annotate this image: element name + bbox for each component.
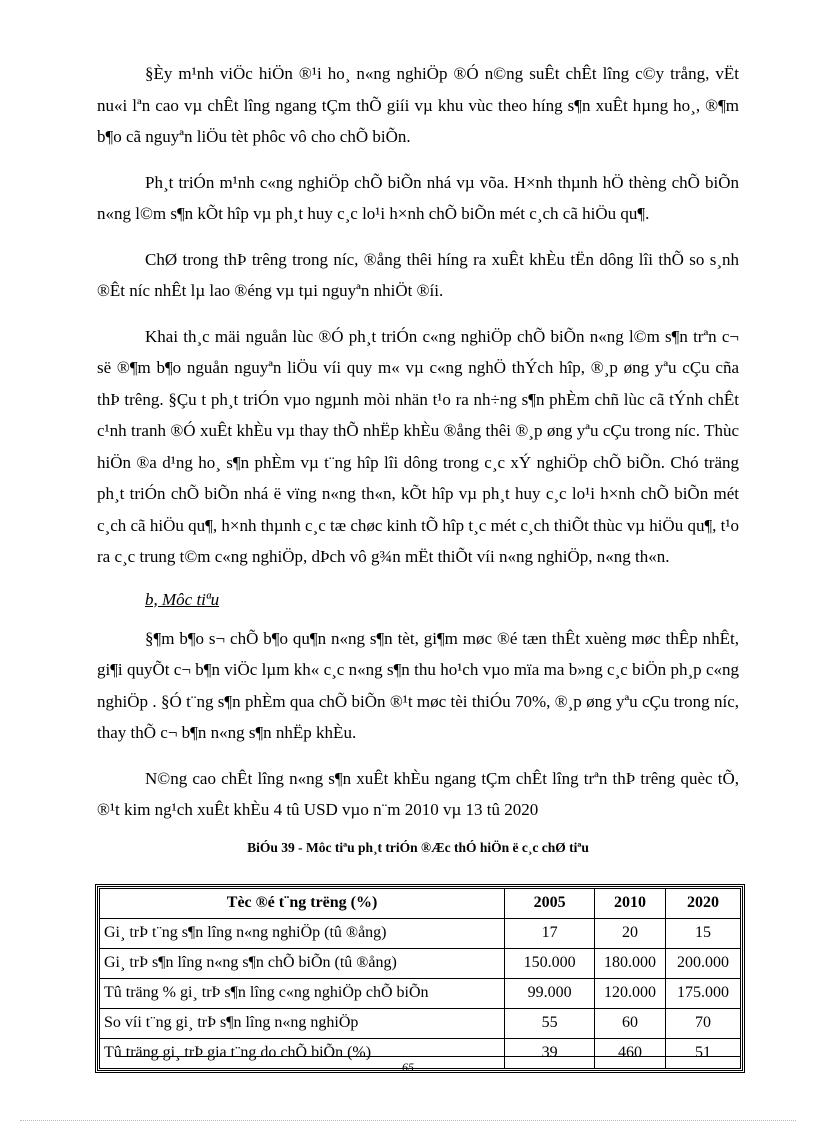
table-cell: Gi¸ trÞ t¨ng s¶n lîng n«ng nghiÖp (tû ®ång) bbox=[100, 918, 505, 948]
table-cell: 55 bbox=[505, 1008, 595, 1038]
paragraph-5: §¶m b¶o s¬ chÕ b¶o qu¶n n«ng s¶n tèt, gi¶m møc ®é tæn thÊt xuèng møc thÊp nhÊt, gi¶i quyÕt c¬ b¶n viÖc lµm kh« c¸c n«ng s¶n thu ho¹ch vµo mïa ma b»ng c¸c biÖn ph¸p c«ng nghiÖp . §Ó t¨ng s¶n phÈm qua chÕ biÕn ®¹t møc tèi thiÓu 70%, ®¸p øng yªu cÇu trong níc, thay thÕ c¬ b¶n n«ng s¶n nhËp khÈu. bbox=[97, 628, 739, 742]
section-subheading: b, Môc tiªu bbox=[145, 589, 220, 609]
table-cell: 60 bbox=[595, 1008, 666, 1038]
table-cell: 70 bbox=[666, 1008, 741, 1038]
table-cell: 99.000 bbox=[505, 978, 595, 1008]
table-cell: 175.000 bbox=[666, 978, 741, 1008]
data-table bbox=[99, 888, 741, 1069]
paragraph-4: Khai th¸c mäi nguån lùc ®Ó ph¸t triÓn c«ng nghiÖp chÕ biÕn n«ng l©m s¶n trªn c¬ së ®¶m b¶o nguån nguyªn liÖu víi quy m« vµ c«ng nghÖ thÝch hîp, ®¸p øng yªu cÇu cña thÞ trêng. §Çu t ph¸t triÓn vµo ngµnh mòi nhän t¹o ra nh÷ng s¶n phÈm chñ lùc cã tÝnh chÊt c¹nh tranh ®Ó xuÊt khÈu vµ thay thÕ nhËp khÈu ®ång thêi ®¸p øng yªu cÇu trong níc. Thùc hiÖn ®a d¹ng ho¸ s¶n phÈm vµ t¨ng hîp lîi dông trong c¸c xÝ nghiÖp chÕ biÕn. Chó träng ph¸t triÓn chÕ biÕn nhá ë vïng n«ng th«n, kÕt hîp vµ ph¸t huy c¸c lo¹i h×nh chÕ biÕn mét c¸ch cã hiÖu qu¶, h×nh thµnh c¸c tæ chøc kinh tÕ hîp t¸c mét c¸ch thiÕt thùc vµ hiÖu qu¶, t¹o ra c¸c trung t©m c«ng nghiÖp, dÞch vô g¾n mËt thiÕt víi n«ng nghiÖp, n«ng th«n. bbox=[97, 326, 739, 566]
table-cell: 39 bbox=[505, 1038, 595, 1068]
table-cell: 200.000 bbox=[666, 948, 741, 978]
table-caption: BiÓu 39 - Môc tiªu ph¸t triÓn ®Æc thÓ hiÖn ë c¸c chØ tiªu bbox=[247, 839, 589, 855]
page-number: 65 bbox=[402, 1060, 414, 1074]
table-cell: Gi¸ trÞ s¶n lîng n«ng s¶n chÕ biÕn (tû ®ång) bbox=[100, 948, 505, 978]
table-cell: 17 bbox=[505, 918, 595, 948]
table-cell: 15 bbox=[666, 918, 741, 948]
page-bottom-edge bbox=[20, 1120, 796, 1121]
table-cell: 120.000 bbox=[595, 978, 666, 1008]
footer-divider bbox=[116, 1056, 740, 1057]
table-row bbox=[100, 1008, 741, 1038]
table-row bbox=[100, 978, 741, 1008]
data-table-frame bbox=[95, 884, 745, 1073]
table-header-cell: 2005 bbox=[505, 888, 595, 918]
table-cell: Tû träng gi¸ trÞ gia t¨ng do chÕ biÕn (%) bbox=[100, 1038, 505, 1068]
page-content bbox=[97, 58, 739, 1073]
paragraph-1: §Èy m¹nh viÖc hiÖn ®¹i ho¸ n«ng nghiÖp ®Ó n©ng suÊt chÊt lîng c©y trång, vËt nu«i lªn cao vµ chÊt lîng ngang tÇm thÕ giíi vµ khu vùc theo híng s¶n xuÊt hµng ho¸, ®¶m b¶o cã nguyªn liÖu tèt phôc vô cho chÕ biÕn. bbox=[97, 64, 739, 146]
table-cell: 51 bbox=[666, 1038, 741, 1068]
table-cell: 150.000 bbox=[505, 948, 595, 978]
table-cell: Tû träng % gi¸ trÞ s¶n lîng c«ng nghiÖp chÕ biÕn bbox=[100, 978, 505, 1008]
paragraph-2: Ph¸t triÓn m¹nh c«ng nghiÖp chÕ biÕn nhá vµ võa. H×nh thµnh hÖ thèng chÕ biÕn n«ng l©m s¶n kÕt hîp vµ ph¸t huy c¸c lo¹i h×nh chÕ biÕn mét c¸ch cã hiÖu qu¶. bbox=[97, 172, 739, 223]
table-header-cell: 2010 bbox=[595, 888, 666, 918]
paragraph-6: N©ng cao chÊt lîng n«ng s¶n xuÊt khÈu ngang tÇm chÊt lîng trªn thÞ trêng quèc tÕ, ®¹t kim ng¹ch xuÊt khÈu 4 tû USD vµo n¨m 2010 vµ 13 tû 2020 bbox=[97, 768, 739, 819]
table-cell: 180.000 bbox=[595, 948, 666, 978]
table-header-cell: 2020 bbox=[666, 888, 741, 918]
table-row bbox=[100, 918, 741, 948]
table-cell: 20 bbox=[595, 918, 666, 948]
table-cell: So víi t¨ng gi¸ trÞ s¶n lîng n«ng nghiÖp bbox=[100, 1008, 505, 1038]
table-header-row bbox=[100, 888, 741, 918]
table-cell: 460 bbox=[595, 1038, 666, 1068]
table-row bbox=[100, 948, 741, 978]
paragraph-3: ChØ trong thÞ trêng trong níc, ®ång thêi híng ra xuÊt khÈu tËn dông lîi thÕ so s¸nh ®Êt níc nhÊt lµ lao ®éng vµ tµi nguyªn nhiÖt ®íi. bbox=[97, 249, 739, 300]
table-header-cell: Tèc ®é t¨ng trëng (%) bbox=[100, 888, 505, 918]
